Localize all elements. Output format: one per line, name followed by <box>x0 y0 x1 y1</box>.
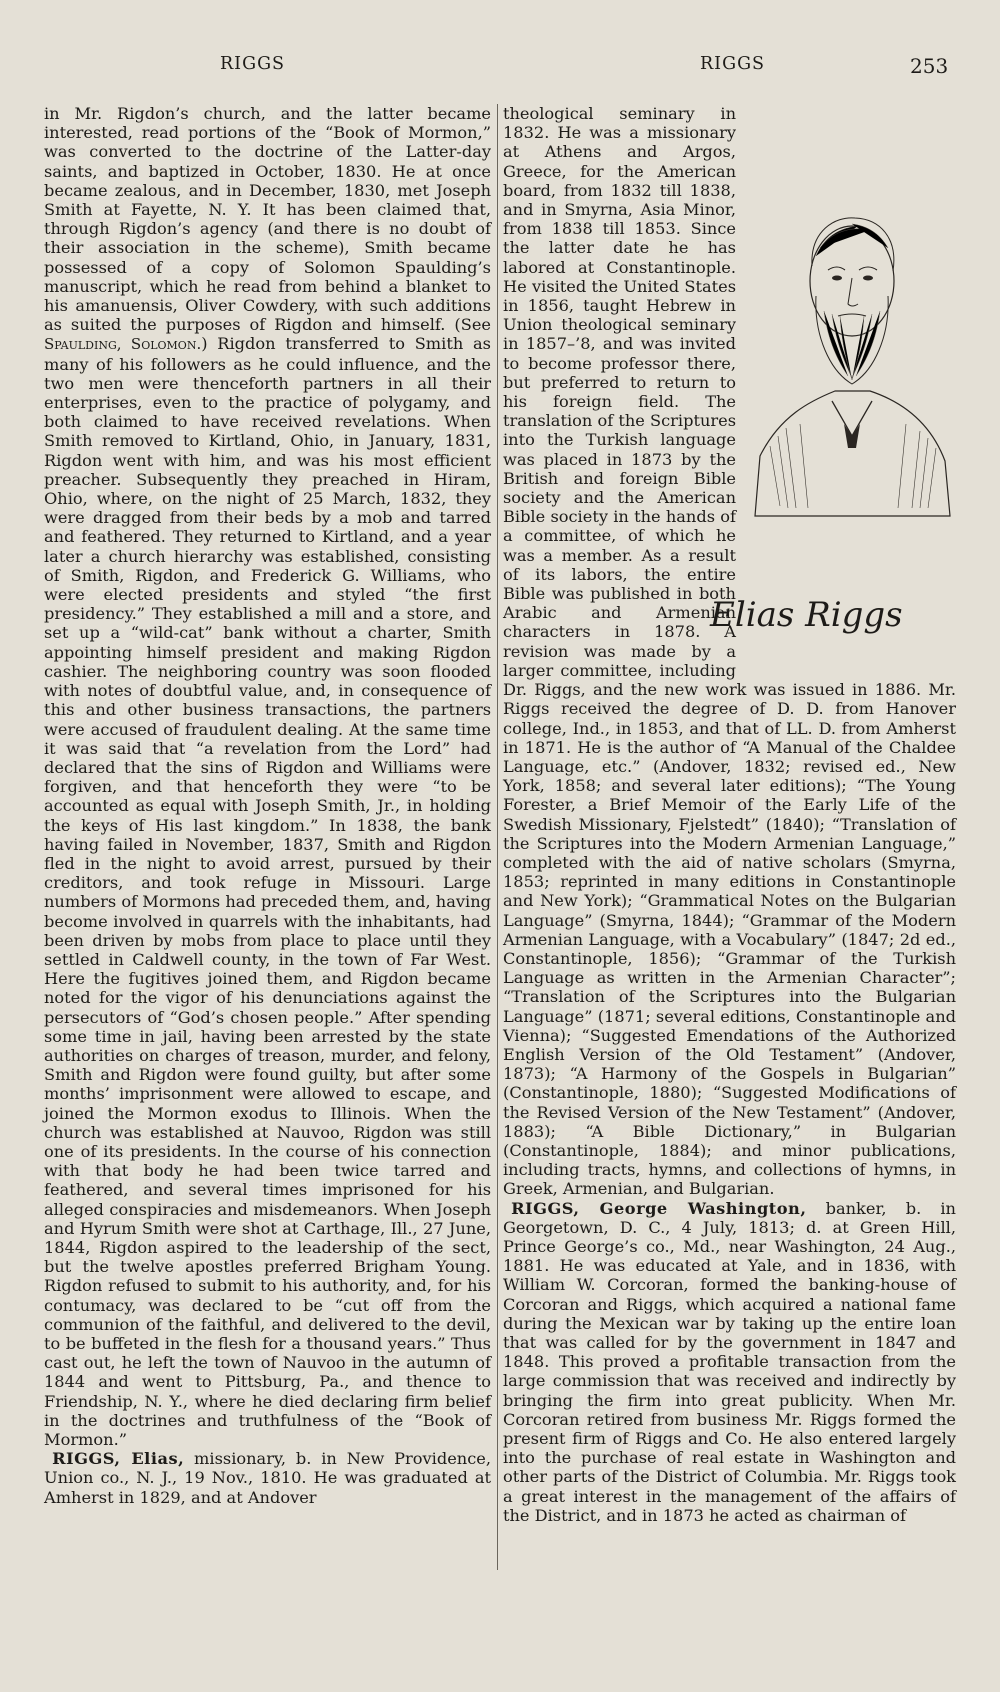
entry-text: missionary, b. in New Providence, Union co., N. J., 19 Nov., 1810. He was graduated at Amherst in 1829, and at Andover <box>44 1449 491 1507</box>
riggs-george-entry <box>503 1199 956 1525</box>
running-head-right: RIGGS <box>700 54 766 74</box>
riggs-elias-entry <box>44 1449 491 1507</box>
entry-heading: RIGGS, Elias, <box>52 1449 185 1469</box>
running-head-left: RIGGS <box>220 54 286 74</box>
rigdon-text-b: ) Rigdon transferred to Smith as many of his followers as he could influence, and the two men were thenceforth partners in all their enterprises, even to the practice of polygamy, and both claimed to have received revelations. When Smith removed to Kirtland, Ohio, in January, 1831, Rigdon went with him, and was his most efficient preacher. Subsequently they preached in Hiram, Ohio, where, on the night of 25 March, 1832, they were dragged from their beds by a mob and tarred and feathered. They returned to Kirtland, and a year later a church hierarchy was established, consisting of Smith, Rigdon, and Frederick G. Williams, who were elected presidents and styled “the first presidency.” They established a mill and a store, and set up a “wild-cat” bank without a charter, Smith appointing himself president and making Rigdon cashier. The neighboring country was soon flooded with notes of doubtful value, and, in consequence of this and other business transactions, the partners were accused of fraudulent dealing. At the same time it was said that “a revelation from the Lord” had declared that the sins of Rigdon and Williams were forgiven, and that henceforth they were “to be accounted as equal with Joseph Smith, Jr., in holding the keys of His last kingdom.” In 1838, the bank having failed in November, 1837, Smith and Rigdon fled in the night to avoid arrest, pursued by their creditors, and took refuge in Missouri. Large numbers of Mormons had preceded them, and, having become involved in quarrels with the inhabitants, had been driven by mobs from place to place until they settled in Caldwell county, in the town of Far West. Here the fugitives joined them, and Rigdon became noted for the vigor of his denunciations against the persecutors of “God’s chosen people.” After spending some time in jail, having been arrested by the state authorities on charges of treason, murder, and felony, Smith and Rigdon were found guilty, but after some months’ imprisonment were allowed to escape, and joined the Mormon exodus to Illinois. When the church was established at Nauvoo, Rigdon was still one of its presidents. In the course of his connection with that body he had been twice tarred and feathered, and several times imprisoned for his alleged conspiracies and misdemeanors. When Joseph and Hyrum Smith were shot at Carthage, Ill., 27 June, 1844, Rigdon aspired to the leadership of the sect, but the twelve apostles preferred Brigham Young. Rigdon refused to submit to his authority, and, for his contumacy, was declared to be “cut off from the communion of the faithful, and delivered to the devil, to be buffeted in the flesh for a thousand years.” Thus cast out, he left the town of Nauvoo in the autumn of 1844 and went to Pittsburg, Pa., and thence to Friendship, N. Y., where he died declaring firm belief in the doctrines and truthfulness of the “Book of Mormon.” <box>44 334 491 1450</box>
portrait-illustration <box>710 186 962 656</box>
rigdon-text-a: in Mr. Rigdon’s church, and the latter became interested, read portions of the “Book of Mormon,” was converted to the doctrine of the Latter-day saints, and baptized in October, 1830. He at once became zealous, and in December, 1830, met Joseph Smith at Fayette, N. Y. It has been claimed that, through Rigdon’s agency (and there is no doubt of their association in the scheme), Smith became possessed of a copy of Solomon Spaulding’s manuscript, which he read from behind a blanket to his amanuensis, Oliver Cowdery, with such additions as suited the purposes of Rigdon and himself. (See <box>44 104 491 335</box>
left-column <box>44 104 491 1507</box>
portrait-engraving <box>710 186 962 666</box>
cross-reference: Spaulding, Solomon. <box>44 335 202 354</box>
signature: Elias Riggs <box>710 595 903 635</box>
page-number: 253 <box>910 54 949 78</box>
right-column <box>503 104 956 1525</box>
column-divider <box>497 104 498 1570</box>
riggs-elias-entry-continued: theological seminary in 1832. He was a missionary at Athens and Argos, Greece, for the American board, from 1832 till 1838, and in Smyrna, Asia Minor, from 1838 till 1853. Since the latter date he has labored at Constantinople. He visited the United States in 1856, taught Hebrew in Union theological seminary in 1857–’8, and was invited to become professor there, but preferred to return to his foreign field. The translation of the Scriptures into the Turkish language was placed in 1873 by the British and foreign Bible society and the American Bible society in the hands of a committee, of which he was a member. As a result of its labors, the entire Bible was published in both Arabic and Armenian characters in 1878. A revision was made by a larger committee, including Dr. Riggs, and the new work was issued in 1886. Mr. Riggs received the degree of D. D. from Hanover college, Ind., in 1853, and that of LL. D. from Amherst in 1871. He is the author of “A Manual of the Chaldee Language, etc.” (Andover, 1832; revised ed., New York, 1858; and several later editions); “The Young Forester, a Brief Memoir of the Early Life of the Swedish Missionary, Fjelstedt” (1840); “Translation of the Scriptures into the Modern Armenian Language,” completed with the aid of native scholars (Smyrna, 1853; reprinted in many editions in Constantinople and New York); “Grammatical Notes on the Bulgarian Language” (Smyrna, 1844); “Grammar of the Modern Armenian Language, with a Vocabulary” (1847; 2d ed., Constantinople, 1856); “Grammar of the Turkish Language as written in the Armenian Character”; “Translation of the Scriptures into the Bulgarian Language” (1871; several editions, Constantinople and Vienna); “Suggested Emendations of the Authorized English Version of the Old Testament” (Andover, 1873); “A Harmony of the Gospels in Bulgarian” (Constantinople, 1880); “Suggested Modifications of the Revised Version of the New Testament” (Andover, 1883); “A Bible Dictionary,” in Bulgarian (Constantinople, 1884); and minor publications, including tracts, hymns, and collections of hymns, in Greek, Armenian, and Bulgarian. <box>503 104 956 1199</box>
entry-text-george: banker, b. in Georgetown, D. C., 4 July, 1813; d. at Green Hill, Prince George’s co., Md., near Washington, 24 Aug., 1881. He was educated at Yale, and in 1836, with William W. Corcoran, formed the banking-house of Corcoran and Riggs, which acquired a national fame during the Mexican war by taking up the entire loan that was called for by the government in 1847 and 1848. This proved a profitable transaction from the large commission that was received and indirectly by bringing the firm into great publicity. When Mr. Corcoran retired from business Mr. Riggs formed the present firm of Riggs and Co. He also entered largely into the purchase of real estate in Washington and other parts of the District of Columbia. Mr. Riggs took a great interest in the management of the affairs of the District, and in 1873 he acted as chairman of <box>503 1198 956 1525</box>
rigdon-entry-continuation <box>44 104 491 1449</box>
entry-heading-george: RIGGS, George Washington, <box>511 1198 807 1218</box>
